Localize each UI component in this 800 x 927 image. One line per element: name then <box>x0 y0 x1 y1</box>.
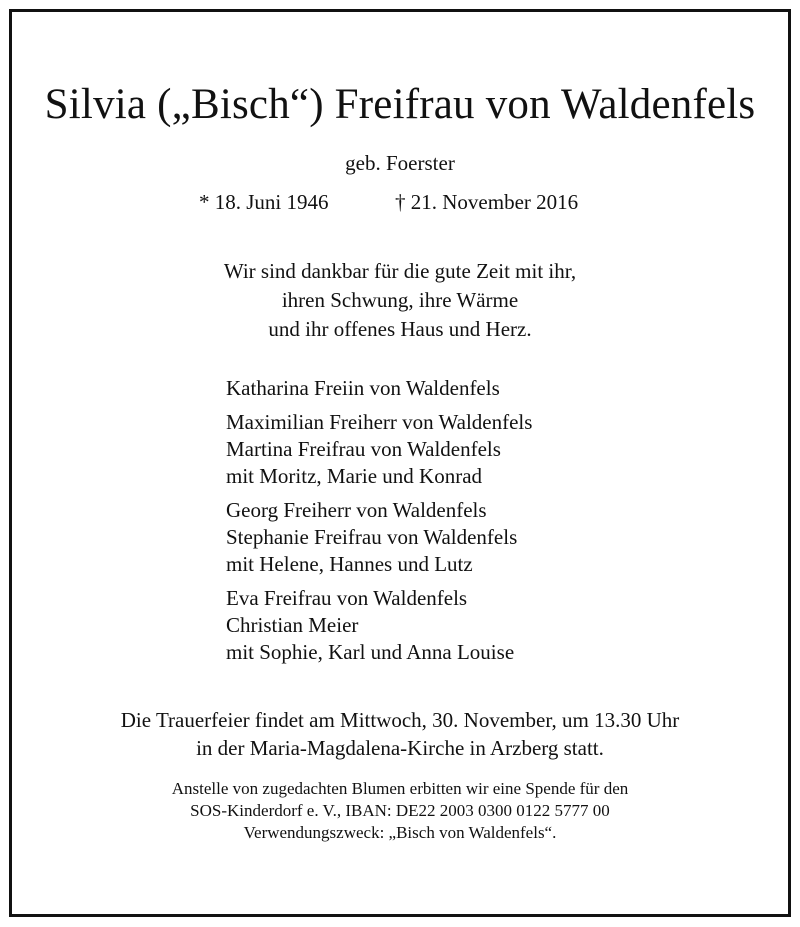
mourner-line: mit Moritz, Marie und Konrad <box>226 464 483 488</box>
quote-line: und ihr offenes Haus und Herz. <box>268 317 532 341</box>
donation-line: Verwendungszweck: „Bisch von Waldenfels“. <box>243 823 557 842</box>
mourner-group <box>226 375 532 402</box>
donation-info <box>0 778 800 844</box>
mourner-line: Maximilian Freiherr von Waldenfels <box>226 410 533 434</box>
birth-date: * 18. Juni 1946 <box>199 190 329 214</box>
mourners-list <box>226 375 532 673</box>
quote-line: ihren Schwung, ihre Wärme <box>281 288 519 312</box>
quote-line: Wir sind dankbar für die gute Zeit mit ihr, <box>223 259 577 283</box>
mourner-line: Stephanie Freifrau von Waldenfels <box>226 525 518 549</box>
mourner-line: Eva Freifrau von Waldenfels <box>226 586 468 610</box>
mourner-line: Katharina Freiin von Waldenfels <box>226 376 500 400</box>
mourner-line: mit Helene, Hannes und Lutz <box>226 552 473 576</box>
mourner-group <box>226 409 532 490</box>
mourner-line: mit Sophie, Karl und Anna Louise <box>226 640 515 664</box>
mourner-line: Georg Freiherr von Waldenfels <box>226 498 487 522</box>
service-line: Die Trauerfeier findet am Mittwoch, 30. November, um 13.30 Uhr <box>120 708 680 732</box>
life-dates <box>0 188 800 216</box>
donation-line: Anstelle von zugedachten Blumen erbitten wir eine Spende für den <box>171 779 629 798</box>
mourner-group <box>226 497 532 578</box>
mourner-line: Christian Meier <box>226 613 359 637</box>
mourner-group <box>226 585 532 666</box>
funeral-service-info <box>0 706 800 762</box>
deceased-name: Silvia („Bisch“) Freifrau von Waldenfels <box>44 81 756 128</box>
service-line: in der Maria-Magdalena-Kirche in Arzberg statt. <box>196 736 604 760</box>
maiden-name: geb. Foerster <box>345 151 455 175</box>
donation-line: SOS-Kinderdorf e. V., IBAN: DE22 2003 0300 0122 5777 00 <box>190 801 610 820</box>
memorial-quote <box>0 257 800 344</box>
mourner-line: Martina Freifrau von Waldenfels <box>226 437 501 461</box>
death-date: † 21. November 2016 <box>395 190 579 214</box>
